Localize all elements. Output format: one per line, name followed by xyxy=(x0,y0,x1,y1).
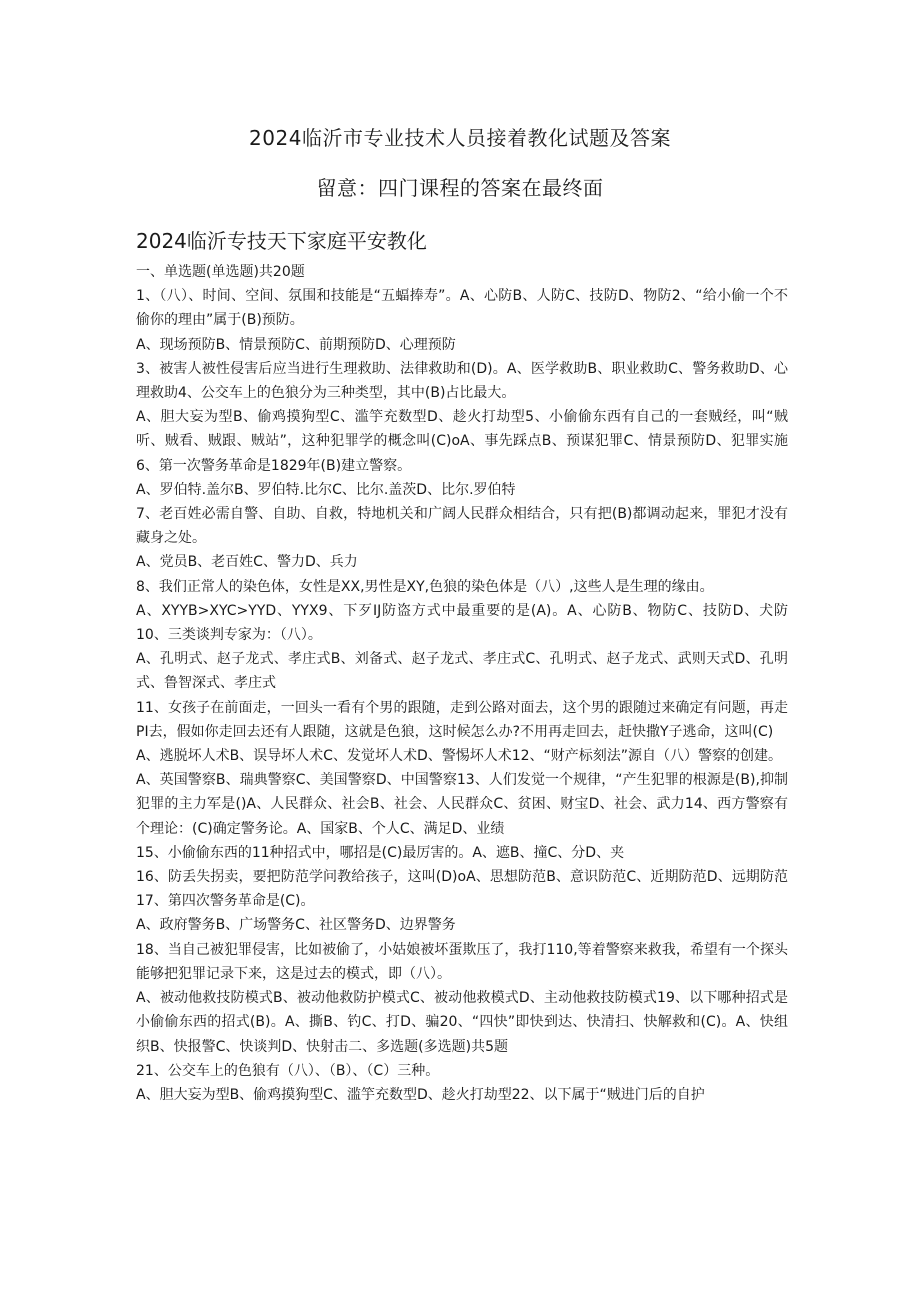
paragraph: A、政府警务B、广场警务C、社区警务D、边界警务 xyxy=(136,917,456,934)
paragraph: 7、老百姓必需自警、自助、自救，特地机关和广阔人民群众相结合，只有把(B)都调动起来，罪犯才没有藏身之处。 xyxy=(136,506,788,547)
document-title: 2024临沂市专业技术人员接着教化试题及答案 xyxy=(249,126,671,150)
document-body xyxy=(136,260,788,1107)
paragraph: A、孔明式、赵子龙式、孝庄式B、刘备式、赵子龙式、孝庄式C、孔明式、赵子龙式、武则天式D、孔明式、鲁智深式、孝庄式 xyxy=(136,651,788,692)
paragraph: A、罗伯特.盖尔B、罗伯特.比尔C、比尔.盖茨D、比尔.罗伯特 xyxy=(136,481,516,498)
paragraph: 一、单选题(单选题)共20题 xyxy=(136,264,305,280)
paragraph: 3、被害人被性侵害后应当进行生理救助、法律救助和(D)。A、医学救助B、职业救助C、警务救助D、心理救助4、公交车上的色狼分为三种类型，其中(B)占比最大。 xyxy=(136,360,788,402)
section-heading: 2024临沂专技天下家庭平安教化 xyxy=(136,229,427,253)
paragraph: A、党员B、老百姓C、警力D、兵力 xyxy=(136,554,358,571)
paragraph: A、逃脱坏人术B、误导坏人术C、发觉坏人术D、警惕坏人术12、“财产标刻法”源自（八）警察的创建。 xyxy=(136,748,783,765)
paragraph: A、被动他救技防模式B、被动他救防护模式C、被动他救模式D、主动他救技防模式19、以下哪种招式是小偷偷东西的招式(B)。A、撕B、钓C、打D、骗20、“四快”即快到达、快清扫、快解救和(C)。A、快组织B、快报警C、快谈判D、快射击二、多选题(多选题)共5题 xyxy=(136,990,788,1055)
paragraph: 1、（八）、时间、空间、氛围和技能是“五蝠捧寿”。A、心防B、人防C、技防D、物防2、“给小偷一个不偷你的理由”属于(B)预防。 xyxy=(136,288,788,329)
paragraph: A、现场预防B、情景预防C、前期预防D、心理预防 xyxy=(136,336,456,353)
paragraph: 21、公交车上的色狼有（八）、（B）、（C）三种。 xyxy=(136,1062,440,1079)
paragraph: 11、女孩子在前面走，一回头一看有个男的跟随，走到公路对面去，这个男的跟随过来确定有问题，再走PI去，假如你走回去还有人跟随，这就是色狼，这时候怎么办?不用再走回去，赶快撒Y子逃命，这叫(C) xyxy=(136,699,788,740)
paragraph: A、XYYB>XYC>YYD、YYX9、下歹IJ防盗方式中最重要的是(A)。A、心防B、物防C、技防D、犬防10、三类谈判专家为：（八）。 xyxy=(136,602,788,644)
paragraph: A、胆大妄为型B、偷鸡摸狗型C、滥竽充数型D、趁火打劫型5、小偷偷东西有自己的一套贼经，叫“贼听、贼看、贼跟、贼站”，这种犯罪学的概念叫(C)oA、事先踩点B、预谋犯罪C、情景预防D、犯罪实施6、第一次警务革命是1829年(B)建立警察。 xyxy=(136,409,788,474)
paragraph: 16、防丢失拐卖，要把防范学问教给孩子，这叫(D)oA、思想防范B、意识防范C、近期防范D、远期防范17、第四次警务革命是(C)。 xyxy=(136,869,788,910)
paragraph: A、英国警察B、瑞典警察C、美国警察D、中国警察13、人们发觉一个规律，“产生犯罪的根源是(B),抑制犯罪的主力军是()A、人民群众、社会B、社会、人民群众C、贫困、财宝D、社会、武力14、西方警察有个理论：(C)确定警务论。A、国家B、个人C、满足D、业绩 xyxy=(136,772,788,837)
paragraph: 8、我们正常人的染色体，女性是XX,男性是XY,色狼的染色体是（八）,这些人是生理的缘由。 xyxy=(136,578,714,595)
document-subtitle: 留意：四门课程的答案在最终面 xyxy=(316,176,604,200)
paragraph: 18、当自己被犯罪侵害，比如被偷了，小姑娘被坏蛋欺压了，我打110,等着警察来救我，希望有一个探头能够把犯罪记录下来，这是过去的模式，即（八）。 xyxy=(136,941,788,982)
paragraph: A、胆大妄为型B、偷鸡摸狗型C、滥竽充数型D、趁火打劫型22、以下属于“贼进门后的自护 xyxy=(136,1086,705,1103)
paragraph: 15、小偷偷东西的11种招式中，哪招是(C)最厉害的。A、遮B、撞C、分D、夹 xyxy=(136,844,625,861)
